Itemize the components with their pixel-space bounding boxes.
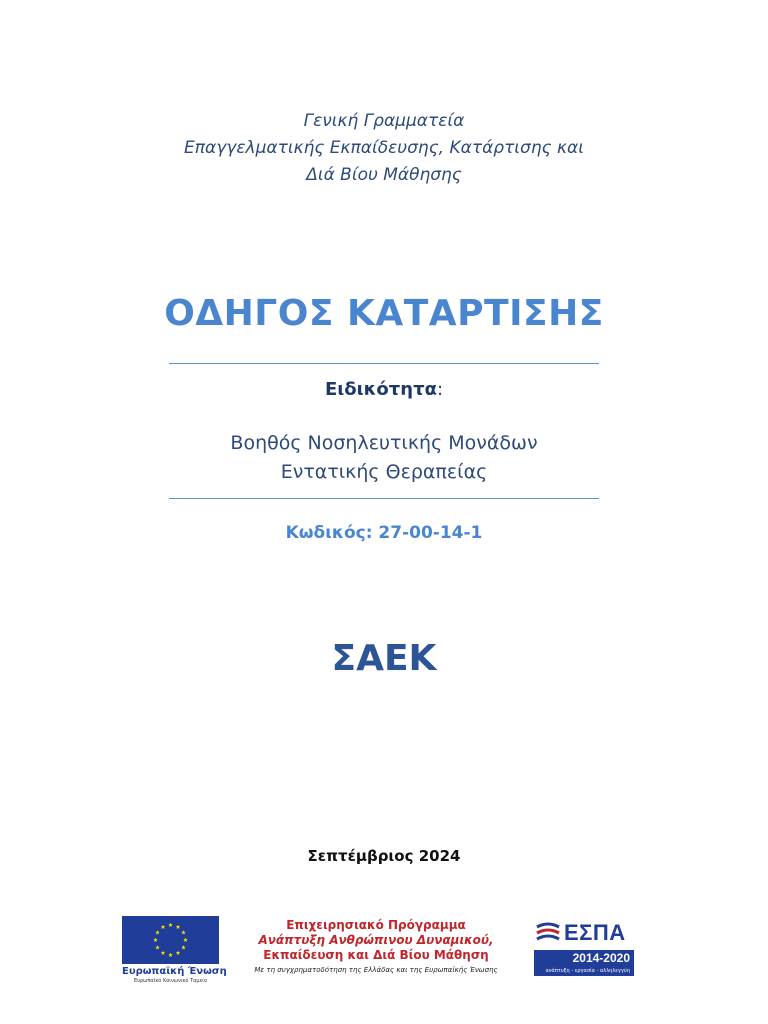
eu-star-icon bbox=[153, 938, 158, 942]
espa-tagline: ανάπτυξη - εργασία - αλληλεγγύη bbox=[534, 967, 634, 976]
eu-star-icon bbox=[183, 938, 188, 942]
eu-star-icon bbox=[176, 951, 181, 955]
eu-logo bbox=[122, 916, 227, 984]
eu-star-icon bbox=[176, 925, 181, 929]
specialty-label bbox=[0, 379, 768, 400]
eu-sublabel: Ευρωπαϊκό Κοινωνικό Ταμείο bbox=[133, 978, 208, 984]
op-line-3: Εκπαίδευση και Διά Βίου Μάθηση bbox=[263, 948, 489, 962]
program-name: ΣΑΕΚ bbox=[331, 638, 437, 679]
document-title: ΟΔΗΓΟΣ ΚΑΤΑΡΤΙΣΗΣ bbox=[164, 293, 604, 334]
espa-waves-icon bbox=[534, 919, 562, 947]
espa-years: 2014-2020 bbox=[534, 950, 634, 967]
divider-bottom bbox=[169, 498, 599, 499]
specialty-label-colon: : bbox=[436, 379, 444, 400]
eu-star-icon bbox=[181, 930, 186, 934]
eu-star-icon bbox=[168, 953, 173, 957]
specialty-label-text: Ειδικότητα bbox=[324, 379, 437, 400]
eu-label: Ευρωπαϊκή Ένωση bbox=[122, 966, 227, 977]
specialty-code: Κωδικός: 27-00-14-1 bbox=[285, 523, 483, 543]
op-line-4: Με τη συγχρηματοδότηση της Ελλάδας και της Ευρωπαϊκής Ένωσης bbox=[254, 966, 498, 974]
publication-date: Σεπτέμβριος 2024 bbox=[307, 847, 461, 865]
specialty-name bbox=[0, 429, 768, 487]
espa-logo bbox=[534, 918, 634, 976]
eu-star-icon bbox=[168, 923, 173, 927]
op-line-2: Ανάπτυξη Ανθρώπινου Δυναμικού, bbox=[258, 933, 494, 947]
eu-star-icon bbox=[161, 925, 166, 929]
divider-top bbox=[169, 363, 599, 364]
op-line-1: Επιχειρησιακό Πρόγραμμα bbox=[286, 918, 466, 932]
specialty-name-line-2: Εντατικής Θεραπείας bbox=[280, 461, 488, 483]
eu-star-icon bbox=[155, 945, 160, 949]
eu-star-icon bbox=[161, 951, 166, 955]
ministry-line-2: Επαγγελματικής Εκπαίδευσης, Κατάρτισης και bbox=[184, 138, 584, 158]
ministry-header bbox=[0, 108, 768, 189]
operational-programme-logo bbox=[230, 918, 522, 984]
espa-label: ΕΣΠΑ bbox=[564, 920, 626, 945]
specialty-name-line-1: Βοηθός Νοσηλευτικής Μονάδων bbox=[230, 432, 538, 454]
ministry-line-3: Διά Βίου Μάθησης bbox=[306, 165, 462, 185]
eu-star-icon bbox=[181, 945, 186, 949]
eu-star-icon bbox=[155, 930, 160, 934]
eu-stars-icon bbox=[122, 916, 219, 964]
ministry-line-1: Γενική Γραμματεία bbox=[303, 111, 465, 131]
eu-flag-icon bbox=[122, 916, 219, 964]
